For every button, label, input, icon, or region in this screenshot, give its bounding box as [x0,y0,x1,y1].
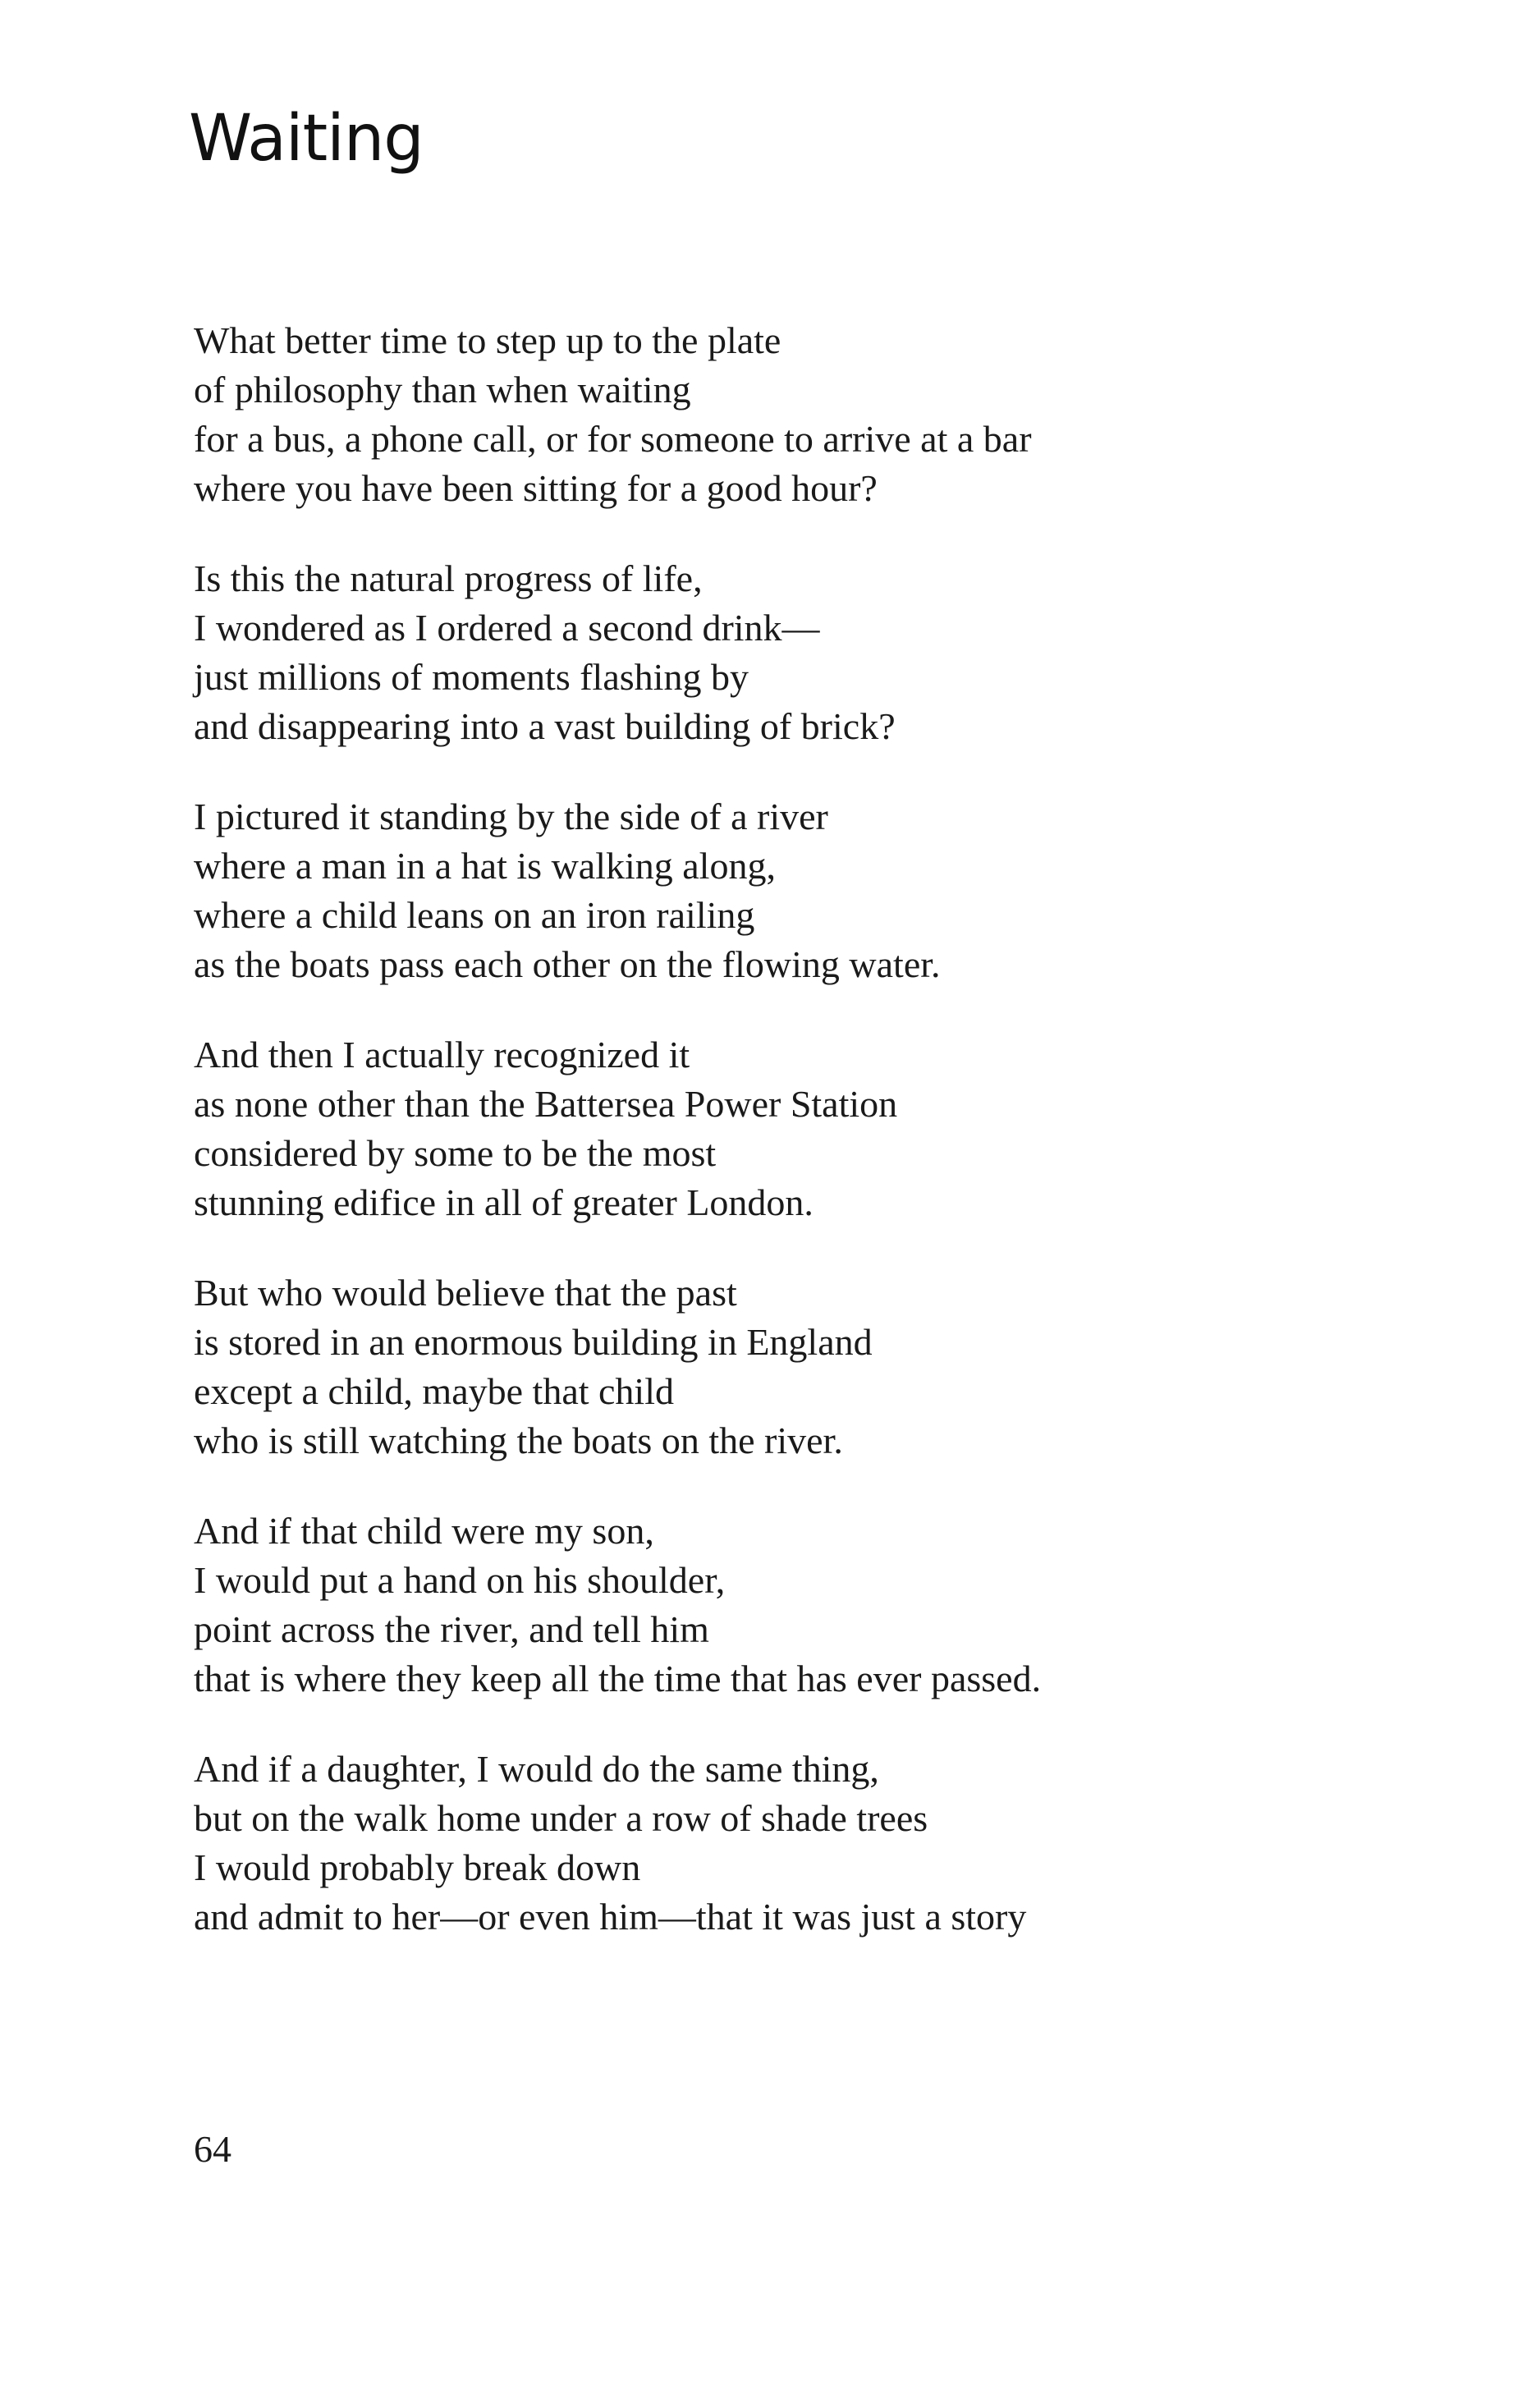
stanza-3 [194,792,1425,989]
poem-line: What better time to step up to the plate [194,319,781,361]
poem-line: as the boats pass each other on the flowing water. [194,943,941,985]
poem-line: for a bus, a phone call, or for someone to arrive at a bar [194,418,1032,460]
poem-line: that is where they keep all the time that has ever passed. [194,1658,1042,1699]
poem-body [194,316,1425,1983]
stanza-2 [194,554,1425,751]
poem-line: I pictured it standing by the side of a river [194,796,828,837]
poem-line: just millions of moments flashing by [194,656,749,698]
poem-line: but on the walk home under a row of shade trees [194,1797,928,1839]
stanza-4 [194,1030,1425,1227]
page-number: 64 [194,2128,231,2170]
poem-line: I would put a hand on his shoulder, [194,1559,726,1601]
poem-line: is stored in an enormous building in England [194,1321,873,1363]
poem-line: And if a daughter, I would do the same thing, [194,1748,879,1790]
poem-line: Is this the natural progress of life, [194,557,703,599]
poem-line: as none other than the Battersea Power Station [194,1083,898,1125]
stanza-6 [194,1507,1425,1704]
stanza-7 [194,1745,1425,1942]
poem-line: where a child leans on an iron railing [194,894,755,936]
poem-line: I wondered as I ordered a second drink— [194,607,820,649]
poem-line: considered by some to be the most [194,1132,717,1174]
poem-line: and disappearing into a vast building of brick? [194,705,896,747]
poem-line: And if that child were my son, [194,1510,654,1552]
poem-line: stunning edifice in all of greater London. [194,1181,814,1223]
poem-line: where you have been sitting for a good hour? [194,467,878,509]
poem-line: of philosophy than when waiting [194,369,691,410]
poem-line: I would probably break down [194,1846,641,1888]
poem-line: where a man in a hat is walking along, [194,845,776,887]
poem-line: and admit to her—or even him—that it was just a story [194,1896,1027,1938]
poem-title: Waiting [189,102,424,176]
stanza-1 [194,316,1425,513]
poem-line: And then I actually recognized it [194,1034,690,1075]
poem-line: point across the river, and tell him [194,1608,709,1650]
poem-line: except a child, maybe that child [194,1370,674,1412]
poem-line: who is still watching the boats on the river. [194,1419,843,1461]
stanza-5 [194,1268,1425,1465]
poem-line: But who would believe that the past [194,1272,737,1314]
